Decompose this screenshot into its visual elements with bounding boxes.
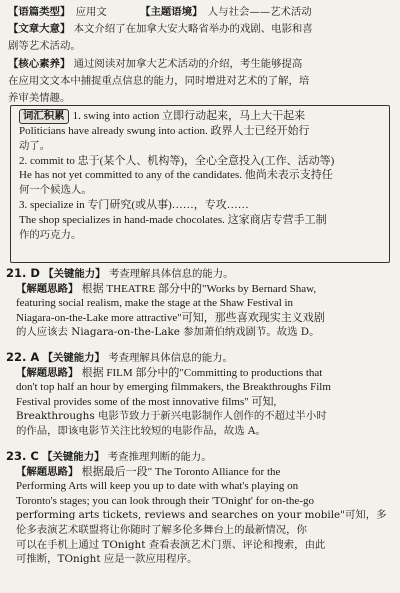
answer-23 <box>6 449 394 567</box>
explanation-line: performing arts tickets, reviews and searches on your mobile"可知，多 <box>16 509 387 522</box>
lang-type-value: 应用文 <box>75 6 107 18</box>
explanation-line: don't top half an hour by emerging filmmakers, the Breakthroughs Film <box>16 381 331 394</box>
explanation-line: 根据 THEATRE 部分中的"Works by Bernard Shaw, <box>81 282 317 295</box>
explanation-line: 的作品，即该电影节关注比较短的电影作品，故选 A。 <box>16 424 266 437</box>
vocab-line: 动了。 <box>19 139 51 152</box>
answer-explanation <box>6 465 394 567</box>
summary-label: 【文章大意】 <box>8 23 71 36</box>
explanation-line: Breakthroughs 电影节致力于新兴电影制作人创作的不超过半小时 <box>16 410 327 423</box>
answer-number: 23. C <box>6 449 39 463</box>
literacy-text-3: 养审美情趣。 <box>8 92 71 105</box>
explanation-line: 根据最后一段" The Toronto Alliance for the <box>81 465 281 478</box>
info-row-summary <box>8 21 394 38</box>
vocab-title: 词汇积累 <box>19 109 69 124</box>
vocab-line: Politicians have already swung into action. 政界人士已经开始行 <box>19 125 310 137</box>
vocab-line: The shop specializes in hand-made chocolates. 这家商店专营手工制 <box>19 213 327 226</box>
answer-number: 22. A <box>6 350 40 364</box>
idea-label: 【解题思路】 <box>16 282 79 295</box>
answer-head <box>6 449 394 465</box>
lang-type-label: 【语篇类型】 <box>8 6 71 18</box>
info-row-type-theme <box>8 4 394 21</box>
info-row-literacy <box>8 56 394 73</box>
vocab-line: He has not yet committed to any of the candidates. 他尚未表示支持任 <box>19 169 333 182</box>
answer-head <box>6 350 394 366</box>
explanation-line: Festival provides some of the most innovative films" 可知, <box>16 395 277 408</box>
theme-label: 【主题语境】 <box>140 6 203 18</box>
explanation-line: Niagara-on-the-Lake more attractive"可知，那些喜欢现实主义戏剧 <box>16 311 325 324</box>
idea-label: 【解题思路】 <box>16 366 79 379</box>
answer-22 <box>6 350 394 439</box>
answer-21 <box>6 266 394 340</box>
vocab-line: 2. commit to 忠于(某个人、机构等)，全心全意投入(工作、活动等) <box>19 154 335 167</box>
vocab-line: 作的巧克力。 <box>19 228 82 241</box>
answer-explanation <box>6 282 394 340</box>
idea-label: 【解题思路】 <box>16 465 79 478</box>
vocab-line: 何一个候选人。 <box>19 184 92 197</box>
summary-text-2: 剧等艺术活动。 <box>8 40 81 53</box>
explanation-line: featuring social realism, make the stage at the Shaw Festival in <box>16 297 294 310</box>
article-info <box>8 4 394 107</box>
ability-label: 【关键能力】 <box>42 451 105 463</box>
explanation-line: 伦多表演艺术联盟将让你随时了解多伦多舞台上的最新情况，你 <box>16 523 307 536</box>
explanation-line: Performing Arts will keep you up to date with what's playing on <box>16 480 299 493</box>
literacy-text-1: 通过阅读对加拿大艺术活动的介绍，考生能够提高 <box>73 57 303 70</box>
ability-text: 考查理解具体信息的能力。 <box>108 352 233 364</box>
explanation-line: 根据 FILM 部分中的"Committing to productions that <box>81 366 323 379</box>
ability-label: 【关键能力】 <box>42 352 105 364</box>
ability-text: 考查推理判断的能力。 <box>107 451 212 463</box>
answer-head <box>6 266 394 282</box>
explanation-line: Toronto's stages; you can look through their 'TOnight' for on-the-go <box>16 494 314 507</box>
explanation-line: 可推断，TOnight 应是一款应用程序。 <box>16 553 198 566</box>
literacy-text-2: 在应用文文本中捕捉重点信息的能力，同时增进对艺术的了解，培 <box>8 74 310 87</box>
answer-explanation <box>6 366 394 439</box>
ability-label: 【关键能力】 <box>43 268 106 280</box>
answer-number: 21. D <box>6 266 40 280</box>
vocab-line-text: 1. swing into action 立即行动起来，马上大干起来 <box>72 110 306 122</box>
literacy-label: 【核心素养】 <box>8 57 71 70</box>
vocab-line: 3. specialize in 专门研究(或从事)……，专攻…… <box>19 198 249 211</box>
explanation-line: 可以在手机上通过 TOnight 查看表演艺术门票、评论和搜索，由此 <box>16 538 326 551</box>
ability-text: 考查理解具体信息的能力。 <box>108 268 234 280</box>
theme-value: 人与社会——艺术活动 <box>207 6 312 18</box>
vocab-line <box>19 109 381 124</box>
explanation-line: 的人应该去 Niagara-on-the-Lake 参加萧伯纳戏剧节。故选 D。 <box>16 326 320 339</box>
summary-text-1: 本文介绍了在加拿大安大略省举办的戏剧、电影和喜 <box>73 23 313 36</box>
vocabulary-box <box>10 105 390 263</box>
